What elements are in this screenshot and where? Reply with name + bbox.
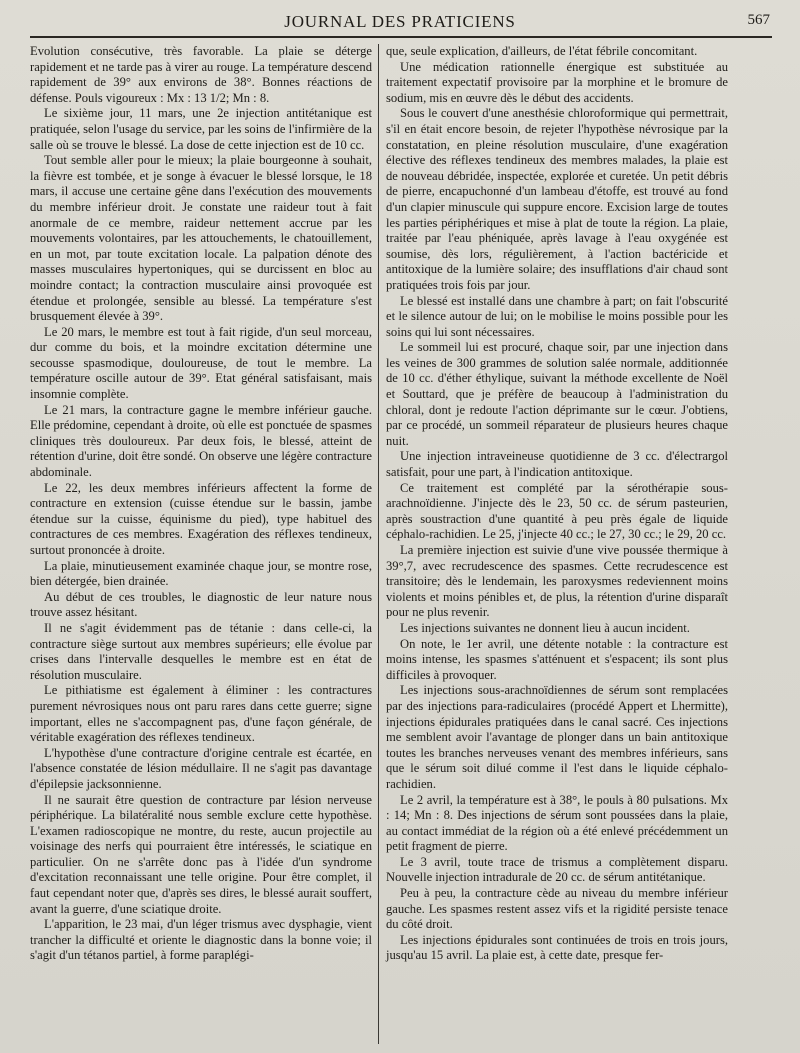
paragraph: L'apparition, le 23 mai, d'un léger trismus avec dysphagie, vient trancher la difficulté et oriente le diagnostic dans la bonne voie; il s'agit d'un tétanos partiel, à forme paraplégi-: [30, 917, 372, 963]
paragraph: La première injection est suivie d'une vive poussée thermique à 39°,7, avec recrudescence des spasmes. Cette recrudescence est transitoire; dès le lendemain, les paroxysmes redeviennent moins violents et moins pénibles et, de plus, la rétention d'urine disparaît pour ne plus revenir.: [386, 543, 728, 620]
paragraph: Au début de ces troubles, le diagnostic de leur nature nous trouve assez hésitant.: [30, 589, 372, 620]
paragraph: Une médication rationnelle énergique est substituée au traitement expectatif provisoire par la morphine et le bromure de sodium, mis en œuvre dès le début des accidents.: [386, 59, 728, 105]
running-header: [30, 10, 770, 36]
column-divider: [378, 44, 379, 1044]
paragraph: Le 2 avril, la température est à 38°, le pouls à 80 pulsations. Mx : 14; Mn : 8. Des injections de sérum sont poussées dans la plaie, au contact immédiat de la région où a été enlevé précédemment un petit fragment de pierre.: [386, 792, 728, 854]
paragraph: La plaie, minutieusement examinée chaque jour, se montre rose, bien détergée, bien drainée.: [30, 558, 372, 589]
paragraph: Le 3 avril, toute trace de trismus a complètement disparu. Nouvelle injection intradurale de 20 cc. de sérum antitétanique.: [386, 854, 728, 885]
paragraph: Tout semble aller pour le mieux; la plaie bourgeonne à souhait, la fièvre est tombée, et je songe à évacuer le blessé lorsque, le 18 mars, il accuse une certaine gêne dans l'exécution des mouvements du membre inférieur droit. Je constate une raideur tout à fait anormale de ce membre, raideur nettement accrue par les mouvements volontaires, par les attouchements, le chatouillement, en un mot, par toute excitation locale. La palpation dénote des masses musculaires hypertoniques, qui se durcissent en bloc au moindre contact; la contraction musculaire ainsi provoquée est étendue et prolongée, sensible au blessé. La température s'est brusquement élevée à 39°.: [30, 153, 372, 324]
right-column: [386, 44, 728, 1044]
paragraph: Les injections épidurales sont continuées de trois en trois jours, jusqu'au 15 avril. La plaie est, à cette date, presque fer-: [386, 932, 728, 963]
paragraph: Ce traitement est complété par la sérothérapie sous-arachnoïdienne. J'injecte dès le 23, 50 cc. de sérum pasteurien, après soustraction d'une quantité à peu près égale de liquide céphalo-rachidien. Le 25, j'injecte 40 cc.; le 27, 30 cc.; le 29, 20 cc.: [386, 480, 728, 542]
paragraph: Le 20 mars, le membre est tout à fait rigide, d'un seul morceau, dur comme du bois, et la moindre excitation détermine une secousse spasmodique, douloureuse, de tout le membre. La température oscille autour de 39°. Etat général satisfaisant, mais insomnie complète.: [30, 324, 372, 402]
paragraph: Le sommeil lui est procuré, chaque soir, par une injection dans les veines de 300 grammes de solution salée normale, additionnée de 10 cc. d'éther éthylique, suivant la méthode excellente de Noël et Souttard, que je préfère de beaucoup à l'administration du chloral, dont je redoute l'action déprimante sur le cœur. J'obtiens, par ce procédé, un sommeil réparateur de plusieurs heures chaque nuit.: [386, 340, 728, 448]
paragraph: Les injections suivantes ne donnent lieu à aucun incident.: [400, 620, 690, 635]
left-column: [30, 44, 372, 1044]
paragraph: Les injections sous-arachnoïdiennes de sérum sont remplacées par des injections para-radiculaires (procédé Appert et Lhermitte), injections épidurales pratiquées dans le canal sacré. Ces injections me semblent avoir l'avantage de plonger dans un bain antitoxique toutes les branches nerveuses venant des membres inférieurs, sans que le sérum soit dilué comme il l'est dans le liquide céphalo-rachidien.: [386, 683, 728, 791]
page-number: 567: [747, 12, 770, 28]
paragraph: Evolution consécutive, très favorable. La plaie se déterge rapidement et ne tarde pas à virer au rouge. La température descend rapidement de 39° aux environs de 38°. Bonnes réactions de défense. Pouls vigoureux : Mx : 13 1/2; Mn : 8.: [30, 44, 372, 105]
paragraph: Une injection intraveineuse quotidienne de 3 cc. d'électrargol satisfait, pour une part, à l'indication antitoxique.: [386, 449, 728, 480]
paragraph: Sous le couvert d'une anesthésie chloroformique qui permettrait, s'il en était encore besoin, de rejeter l'hypothèse névrosique par la constatation, en pleine résolution musculaire, d'une exagération élective des réflexes tendineux des membres malades, la plaie est de nouveau débridée, inspectée, explorée et curetée. Un petit débris de pierre, encapuchonné d'un lambeau d'étoffe, est trouvé au fond d'un clapier minuscule qui suppure encore. Excision large de toutes les parties périphériques et mise à plat de toute la région. La plaie, traitée par l'eau phéniquée, après lavage à l'eau oxygénée est soumise, dès lors, régulièrement, à l'action bactéricide et antitoxique de la lumière solaire; des insufflations d'air chaud sont pratiquées trois fois par jour.: [386, 106, 728, 292]
paragraph: Il ne saurait être question de contracture par lésion nerveuse périphérique. La bilatéralité nous semble exclure cette hypothèse. L'examen radioscopique ne montre, du reste, aucun projectile au voisinage des nerfs qui pourraient être intéressés, le sciatique en particulier. On ne s'arrête donc pas à l'idée d'un syndrome d'excitation reconnaissant une telle origine. Pour être complet, il faut cependant noter que, d'après ses dires, le blessé aurait souffert, avant la guerre, d'une sciatique droite.: [30, 792, 372, 916]
paragraph: Le 22, les deux membres inférieurs affectent la forme de contracture en extension (cuisse étendue sur le bassin, jambe étendue sur la cuisse, équinisme du pied), type habituel des contractures de ces membres. Exagération des réflexes tendineux, surtout prononcée à droite.: [30, 480, 372, 557]
paragraph: que, seule explication, d'ailleurs, de l'état fébrile concomitant.: [386, 44, 698, 58]
paragraph: Il ne s'agit évidemment pas de tétanie : dans celle-ci, la contracture siège surtout aux membres supérieurs; elle évolue par crises dans l'intervalle desquelles le membre est en état de résolution musculaire.: [30, 620, 372, 682]
paragraph: Le 21 mars, la contracture gagne le membre inférieur gauche. Elle prédomine, cependant à droite, où elle est ponctuée de spasmes cliniques très douloureux. Par deux fois, le blessé, atteint de rétention d'urine, doit être sondé. On observe une légère contracture abdominale.: [30, 402, 373, 480]
paragraph: L'hypothèse d'une contracture d'origine centrale est écartée, en l'absence constatée de lésion médullaire. Il ne s'agit pas davantage d'épilepsie jacksonnienne.: [30, 745, 372, 791]
journal-title: JOURNAL DES PRATICIENS: [284, 12, 516, 31]
paragraph: On note, le 1er avril, une détente notable : la contracture est moins intense, les spasmes s'atténuent et s'espacent; ils sont plus difficiles à provoquer.: [386, 636, 728, 682]
paragraph: Peu à peu, la contracture cède au niveau du membre inférieur gauche. Les spasmes restent assez vifs et la rigidité persiste tenace du côté droit.: [386, 886, 728, 932]
header-rule: [30, 36, 772, 38]
paragraph: Le sixième jour, 11 mars, une 2e injection antitétanique est pratiquée, selon l'usage du service, par les soins de l'infirmière de la salle où se trouve le blessé. La dose de cette injection est de 10 cc.: [30, 106, 373, 152]
paragraph: Le pithiatisme est également à éliminer : les contractures purement névrosiques nous ont paru rares dans cette guerre; signe important, elles ne s'accompagnent pas, d'une façon générale, de véritable exagération des réflexes tendineux.: [30, 683, 372, 745]
paragraph: Le blessé est installé dans une chambre à part; on fait l'obscurité et le silence autour de lui; on le mobilise le moins possible pour les soins qui lui sont nécessaires.: [386, 293, 728, 339]
